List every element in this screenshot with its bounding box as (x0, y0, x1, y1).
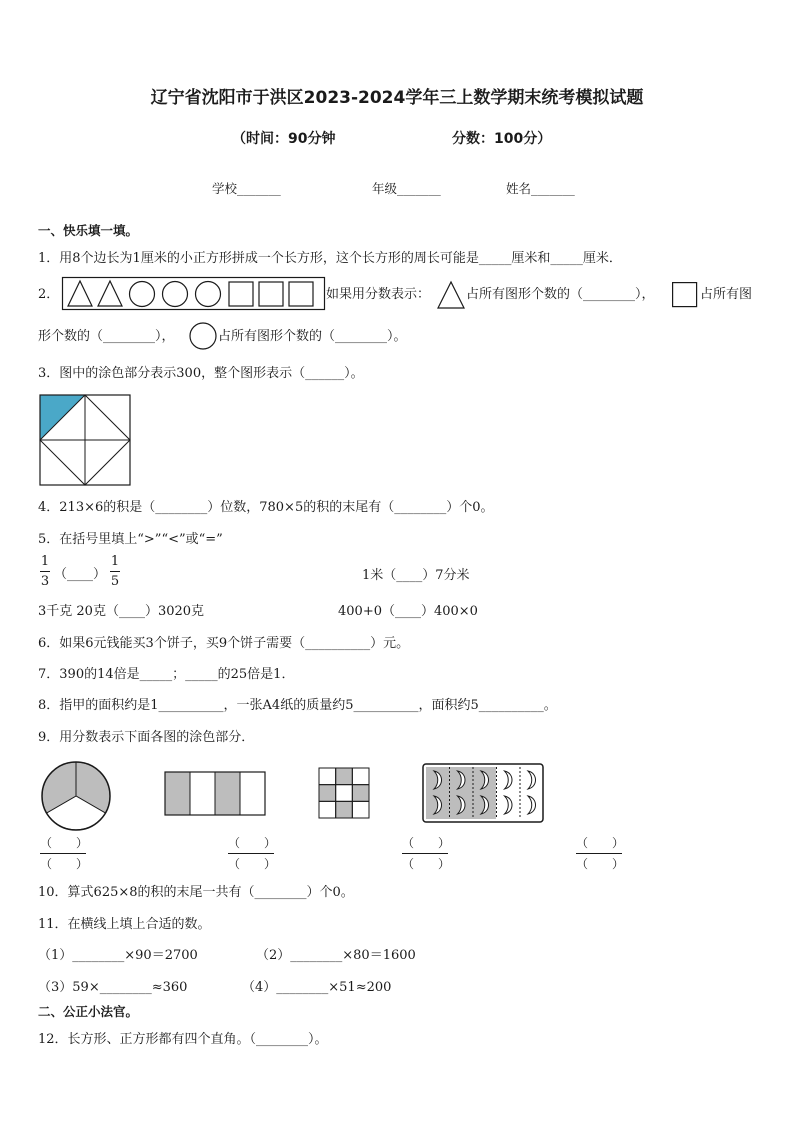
question-11-a: （1）________×90＝2700 (38, 948, 198, 963)
pie-figure (40, 760, 112, 832)
fraction-numerator: 1 (40, 554, 50, 569)
fraction-one-third (40, 555, 50, 588)
shapes-row-figure (62, 277, 326, 311)
fraction-numerator: 1 (110, 554, 120, 569)
strip-bars-figure (164, 771, 268, 817)
question-10: 10．算式625×8的积的末尾一共有（________）个0。 (38, 885, 354, 900)
triangle-icon (98, 281, 122, 306)
question-9-stem: 9．用分数表示下面各图的涂色部分． (38, 730, 255, 745)
fraction-denominator-blank: （ ） (402, 857, 451, 871)
fraction-denominator: 3 (40, 574, 50, 589)
answer-fraction-1 (40, 837, 88, 870)
grade-field: 年级_______ (372, 181, 441, 196)
fraction-denominator: 5 (110, 574, 120, 589)
exam-score: 分数：100分） (452, 131, 552, 147)
fraction-one-fifth (110, 555, 120, 588)
question-11-d: （4）________×51≈200 (242, 980, 392, 995)
square-icon (289, 282, 313, 306)
question-2-number: 2． (38, 287, 60, 302)
section-1-heading: 一、快乐填一填。 (38, 223, 139, 238)
question-11-stem: 11．在横线上填上合适的数。 (38, 917, 211, 932)
square-diamond-figure (39, 394, 131, 486)
section-2-heading: 二、公正小法官。 (38, 1004, 139, 1019)
fraction-denominator-blank: （ ） (40, 857, 89, 871)
question-5-stem: 5．在括号里填上“>”“<”或“=” (38, 532, 223, 547)
question-6: 6．如果6元钱能买3个饼子，买9个饼子需要（__________）元。 (38, 636, 410, 651)
fraction-numerator-blank: （ ） (576, 836, 625, 850)
square-icon (672, 282, 698, 308)
question-2-text-a: 如果用分数表示： (326, 287, 431, 302)
compare-blank-1: （____） (54, 567, 107, 582)
page-title: 辽宁省沈阳市于洪区2023-2024学年三上数学期末统考模拟试题 (150, 88, 644, 108)
square-icon (229, 282, 253, 306)
fraction-denominator-blank: （ ） (576, 857, 625, 871)
fraction-numerator-blank: （ ） (40, 836, 89, 850)
triangle-icon (437, 281, 465, 309)
question-2-line2-b: 占所有图形个数的（________）。 (218, 329, 407, 344)
school-field: 学校_______ (212, 181, 281, 196)
question-2-text-c: 占所有图 (700, 287, 753, 302)
answer-fraction-3 (402, 837, 450, 870)
question-2-line2-a: 形个数的（________）， (38, 329, 175, 344)
question-5-c: 3千克 20克（____）3020克 (38, 604, 205, 619)
fraction-numerator-blank: （ ） (402, 836, 451, 850)
circle-icon (196, 282, 221, 307)
circle-icon (189, 322, 217, 350)
question-1: 1．用8个边长为1厘米的小正方形拼成一个长方形，这个长方形的周长可能是_____厘米和_____厘米． (38, 251, 622, 266)
question-11-b: （2）________×80＝1600 (256, 948, 416, 963)
question-12: 12．长方形、正方形都有四个直角。（________）。 (38, 1032, 328, 1047)
question-3: 3．图中的涂色部分表示300，整个图形表示（______）。 (38, 366, 364, 381)
answer-fraction-4 (576, 837, 624, 870)
exam-time: （时间：90分钟 (232, 131, 336, 147)
fraction-numerator-blank: （ ） (228, 836, 277, 850)
banana-tray-figure (422, 763, 544, 823)
triangle-icon (68, 281, 92, 306)
grid-cross-figure (318, 767, 370, 819)
question-11-c: （3）59×________≈360 (38, 980, 188, 995)
circle-icon (130, 282, 155, 307)
circle-icon (163, 282, 188, 307)
fraction-denominator-blank: （ ） (228, 857, 277, 871)
question-2-text-b: 占所有图形个数的（________）， (466, 287, 655, 302)
question-7: 7．390的14倍是_____；_____的25倍是1． (38, 667, 295, 682)
question-4: 4．213×6的积是（________）位数，780×5的积的末尾有（________）个0。 (38, 500, 494, 515)
question-5-d: 400+0（____）400×0 (338, 604, 478, 619)
answer-fraction-2 (228, 837, 276, 870)
name-field: 姓名_______ (506, 181, 575, 196)
question-5-b: 1米（____）7分米 (362, 568, 470, 583)
square-icon (259, 282, 283, 306)
question-8: 8．指甲的面积约是1__________，一张A4纸的质量约5__________，面积约5__________。 (38, 698, 557, 713)
